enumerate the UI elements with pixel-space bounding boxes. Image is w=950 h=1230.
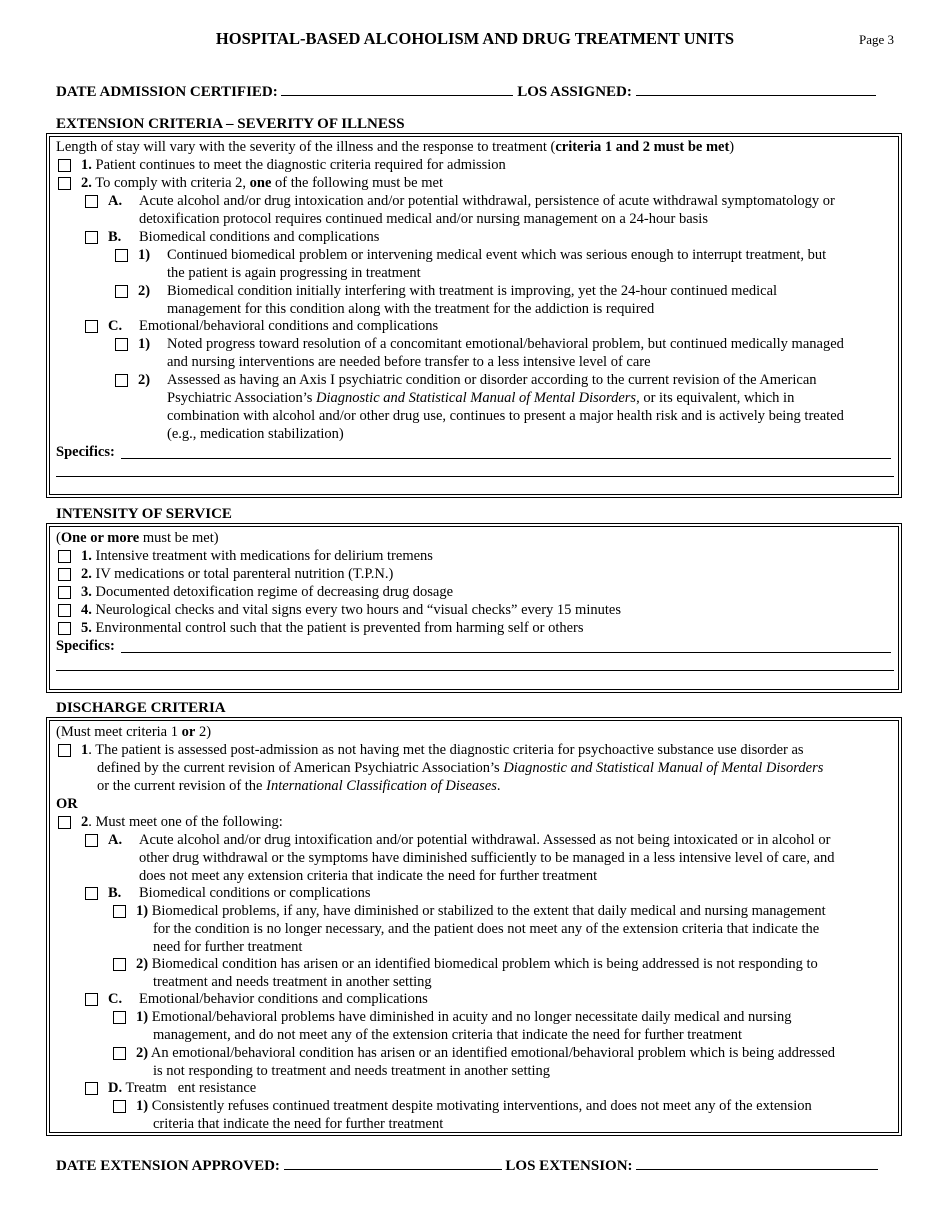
dis-D1-num: 1) [136,1098,149,1114]
dis-D1-line-2: criteria that indicate the need for further treatment [153,1116,444,1132]
intensity-item-4-text: Neurological checks and vital signs every two hours and “visual checks” every 15 minutes [95,602,621,618]
discharge-1-checkbox[interactable] [58,744,71,757]
ext-B2-line-2: management for this condition along with the treatment for the addiction is required [167,301,655,317]
dis-D1-line-1 [136,1097,894,1115]
discharge-heading: DISCHARGE CRITERIA [56,700,226,716]
discharge-intro-c: 2) [198,724,212,740]
dis-B2-checkbox[interactable] [113,958,126,971]
extension-intro-close: ) [729,139,735,155]
page-number: Page 3 [859,32,895,47]
intensity-item-1 [81,547,894,565]
dis-C2-line-2: is not responding to treatment and needs treatment in another setting [153,1063,551,1079]
ext-B1-line-2: the patient is again progressing in treatment [167,265,421,281]
discharge-1-icd-title: International Classification of Diseases [266,778,497,794]
intensity-intro-rest: must be met) [142,530,219,546]
ext-C2-line-4: (e.g., medication stabilization) [167,426,344,442]
dis-D-line [108,1079,894,1097]
discharge-intro [56,723,894,741]
ext-C-letter: C. [108,318,123,334]
intensity-2-checkbox[interactable] [58,568,71,581]
intensity-item-5-num: 5. [81,620,92,636]
ext-C2-line-1: Assessed as having an Axis I psychiatric condition or disorder according to the current revision of the American [167,372,817,388]
intensity-item-2-text: IV medications or total parenteral nutrition (T.P.N.) [95,566,394,582]
ext-C2-checkbox[interactable] [115,374,128,387]
discharge-1-line-3-a: or the current revision of the [97,778,263,794]
intensity-intro-emphasis: One or more [60,530,140,546]
dis-A-line-1: Acute alcohol and/or drug intoxification and/or potential withdrawal. Assessed as not being intoxicated or in alcohol or [139,832,831,848]
dis-B1-num: 1) [136,903,149,919]
los-assigned-field[interactable] [636,80,876,96]
ext-criteria-2-text-b: one [249,175,272,191]
ext-A-checkbox[interactable] [85,195,98,208]
page-title: HOSPITAL-BASED ALCOHOLISM AND DRUG TREATMENT UNITS [215,29,735,48]
dis-C1-line-2: management, and do not meet any of the extension criteria that indicate the need for further treatment [153,1027,743,1043]
ext-C2-dsm-title: Diagnostic and Statistical Manual of Mental Disorders [316,390,637,406]
ext-B1-num: 1) [138,247,151,263]
discharge-2-num: 2 [81,814,89,830]
ext-B2-checkbox[interactable] [115,285,128,298]
ext-criteria-1 [81,156,894,174]
ext-criteria-1-text: Patient continues to meet the diagnostic criteria required for admission [95,157,506,173]
ext-C1-line-1: Noted progress toward resolution of a concomitant emotional/behavioral problem, but continued medically managed [167,336,844,352]
ext-criteria-2-num: 2. [81,175,92,191]
intensity-1-checkbox[interactable] [58,550,71,563]
intensity-item-4-num: 4. [81,602,92,618]
ext-B-text: Biomedical conditions and complications [139,229,380,245]
extension-intro-text: Length of stay will vary with the severity of the illness and the response to treatment ( [56,139,556,155]
ext-C1-num: 1) [138,336,151,352]
extension-intro-emphasis: criteria 1 and 2 must be met [555,139,730,155]
ext-B2-num: 2) [138,283,151,299]
los-assigned-label: LOS ASSIGNED: [517,84,632,100]
discharge-or [56,795,894,813]
ext-A-line-1: Acute alcohol and/or drug intoxication and/or potential withdrawal, persistence of acute withdrawal symptomatology or [139,193,835,209]
dis-A-letter: A. [108,832,123,848]
dis-B-text: Biomedical conditions or complications [139,885,371,901]
intensity-item-2-num: 2. [81,566,92,582]
intensity-item-1-text: Intensive treatment with medications for delirium tremens [95,548,433,564]
dis-D-text: Treatm ent resistance [125,1080,257,1096]
dis-D1-checkbox[interactable] [113,1100,126,1113]
discharge-intro-a: (Must meet criteria 1 [56,724,178,740]
ext-C2-line-3: combination with alcohol and/or other drug use, continues to present a major health risk and is actively being treated [167,408,844,424]
dis-C2-line-1 [136,1044,894,1062]
intensity-item-3-num: 3. [81,584,92,600]
dis-B1-text-1: Biomedical problems, if any, have diminished or stabilized to the extent that daily medical and nursing management [151,903,826,919]
dis-C2-checkbox[interactable] [113,1047,126,1060]
discharge-2-text: . Must meet one of the following: [88,814,283,830]
intensity-item-2 [81,565,894,583]
ext-C2-num: 2) [138,372,151,388]
dis-C2-text-1: An emotional/behavioral condition has arisen or an identified emotional/behavioral problem which is being addressed [150,1045,836,1061]
intensity-4-checkbox[interactable] [58,604,71,617]
dis-C-text: Emotional/behavior conditions and complications [139,991,428,1007]
discharge-2-checkbox[interactable] [58,816,71,829]
discharge-intro-or: or [181,724,196,740]
discharge-1-line-3 [97,777,894,795]
intensity-item-3-text: Documented detoxification regime of decreasing drug dosage [95,584,454,600]
ext-criteria-1-num: 1. [81,157,92,173]
dis-C-letter: C. [108,991,123,1007]
intensity-item-5-text: Environmental control such that the patient is prevented from harming self or others [95,620,584,636]
dis-B-letter: B. [108,885,122,901]
dis-D1-text-1: Consistently refuses continued treatment despite motivating interventions, and does not meet any of the extension [151,1098,812,1114]
ext-C1-checkbox[interactable] [115,338,128,351]
dis-C2-num: 2) [136,1045,149,1061]
dis-B2-line-2: treatment and needs treatment in another setting [153,974,432,990]
intensity-item-1-num: 1. [81,548,92,564]
intensity-heading: INTENSITY OF SERVICE [56,506,232,522]
ext-specifics-field-1[interactable] [121,458,891,459]
discharge-2-line [81,813,894,831]
ext-specifics-field-2[interactable] [56,476,894,477]
ext-B-letter: B. [108,229,122,245]
dis-C-checkbox[interactable] [85,993,98,1006]
intensity-specifics-field-1[interactable] [121,652,891,653]
dis-D-checkbox[interactable] [85,1082,98,1095]
dis-B1-checkbox[interactable] [113,905,126,918]
los-extension-field[interactable] [636,1154,878,1170]
dis-B1-line-3: need for further treatment [153,939,303,955]
dis-A-checkbox[interactable] [85,834,98,847]
date-extension-label: DATE EXTENSION APPROVED: [56,1158,280,1174]
ext-A-line-2: detoxification protocol requires continued medical and/or nursing management on a 24-hour basis [139,211,708,227]
dis-B1-line-1 [136,902,894,920]
dis-B2-num: 2) [136,956,149,972]
ext-C1-line-2: and nursing interventions are needed before transfer to a less intensive level of care [167,354,651,370]
dis-A-line-2: other drug withdrawal or the symptoms have diminished sufficiently to be managed in a less intensive level of care, and [139,850,835,866]
intensity-intro [56,529,894,547]
intensity-specifics-field-2[interactable] [56,670,894,671]
dis-A-line-3: does not meet any extension criteria that indicate the need for further treatment [139,868,598,884]
intensity-item-5 [81,619,894,637]
ext-C-checkbox[interactable] [85,320,98,333]
discharge-1-dsm-title: Diagnostic and Statistical Manual of Mental Disorders [503,760,824,776]
dis-B2-text-1: Biomedical condition has arisen or an identified biomedical problem which is being addressed is not responding to [151,956,818,972]
intensity-item-4 [81,601,894,619]
admission-fields-row [56,80,876,101]
discharge-1-line-2-a: defined by the current revision of American Psychiatric Association’s [97,760,500,776]
dis-C1-num: 1) [136,1009,149,1025]
dis-C1-checkbox[interactable] [113,1011,126,1024]
dis-C1-line-1 [136,1008,894,1026]
intensity-intro-open: ( [56,530,61,546]
ext-C2-line-2-a: Psychiatric Association’s [167,390,313,406]
intensity-item-3 [81,583,894,601]
dis-D-letter: D. [108,1080,123,1096]
discharge-1-line-1 [81,741,894,759]
ext-criteria-2-text-c: of the following must be met [275,175,443,191]
intensity-3-checkbox[interactable] [58,586,71,599]
discharge-1-period: . [496,778,501,794]
ext-B2-line-1: Biomedical condition initially interfering with treatment is improving, yet the 24-hour continued medical [167,283,778,299]
ext-C2-line-2-c: , or its equivalent, which in [636,390,795,406]
ext-B1-checkbox[interactable] [115,249,128,262]
intensity-specifics-text: Specifics: [56,638,115,654]
ext-criteria-2-text-a: To comply with criteria 2, [95,175,247,191]
ext-criteria-2 [81,174,894,192]
extension-intro [56,138,894,156]
ext-criteria-1-checkbox[interactable] [58,159,71,172]
ext-B1-line-1: Continued biomedical problem or intervening medical event which was serious enough to interrupt treatment, but [167,247,827,263]
discharge-1-text: . The patient is assessed post-admission as not having met the diagnostic criteria for psychoactive substance use disorder as [88,742,804,758]
date-extension-field[interactable] [284,1154,502,1170]
discharge-or-text: OR [56,796,78,812]
dis-C1-text-1: Emotional/behavioral problems have diminished in acuity and no longer necessitate daily medical and nursing [151,1009,792,1025]
dis-B-checkbox[interactable] [85,887,98,900]
intensity-5-checkbox[interactable] [58,622,71,635]
dis-B2-line-1 [136,955,894,973]
ext-criteria-2-checkbox[interactable] [58,177,71,190]
discharge-1-num: 1 [81,742,89,758]
ext-C-text: Emotional/behavioral conditions and complications [139,318,439,334]
los-extension-label: LOS EXTENSION: [505,1158,633,1174]
ext-B-checkbox[interactable] [85,231,98,244]
ext-A-letter: A. [108,193,123,209]
date-admission-label: DATE ADMISSION CERTIFIED: [56,84,278,100]
extension-heading: EXTENSION CRITERIA – SEVERITY OF ILLNESS [56,116,405,132]
dis-B1-line-2: for the condition is no longer necessary, and the patient does not meet any of the extension criteria that indicate the [153,921,820,937]
ext-specifics-text: Specifics: [56,444,115,460]
discharge-1-line-2 [97,759,894,777]
ext-C2-line-2 [167,389,894,407]
date-admission-field[interactable] [281,80,513,96]
extension-fields-row [56,1154,878,1175]
